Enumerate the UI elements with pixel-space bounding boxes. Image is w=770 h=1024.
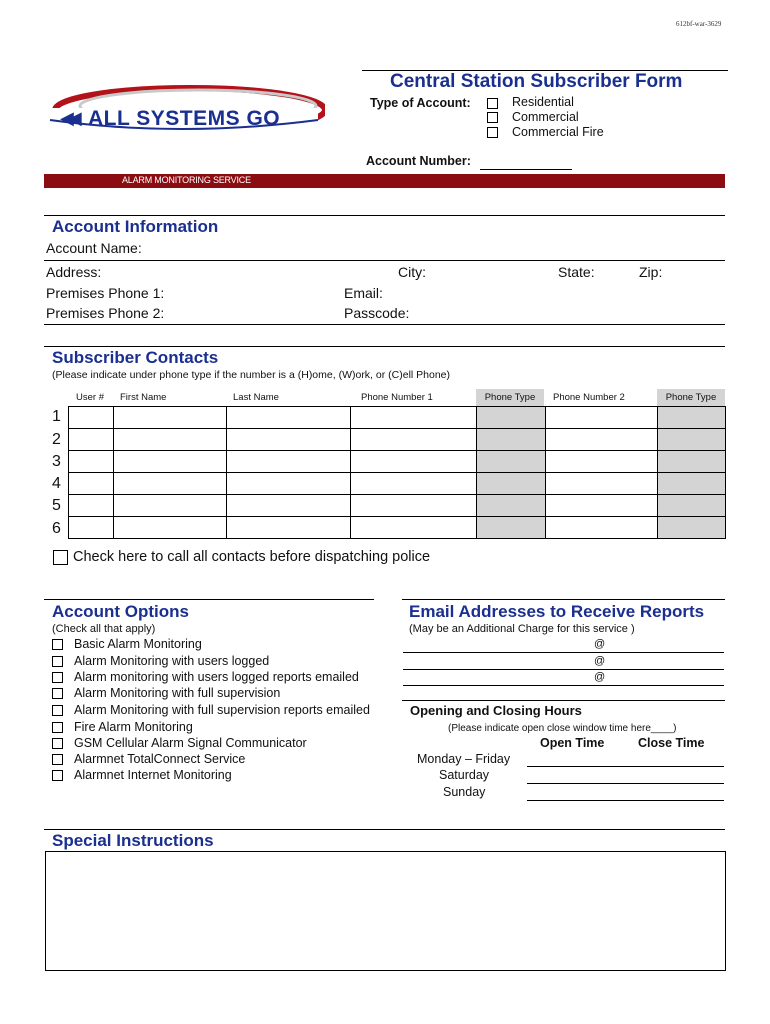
option-label: Basic Alarm Monitoring — [74, 637, 202, 651]
account-info-heading: Account Information — [52, 217, 219, 236]
phone-type1-cell[interactable] — [477, 429, 546, 451]
option-checkbox[interactable] — [52, 672, 63, 683]
email-reports-note: (May be an Additional Charge for this service ) — [409, 623, 635, 635]
row-number-3: 3 — [52, 453, 61, 470]
option-checkbox[interactable] — [52, 705, 63, 716]
row-number-5: 5 — [52, 497, 61, 514]
option-checkbox[interactable] — [52, 738, 63, 749]
phone2-cell[interactable] — [546, 495, 658, 517]
user-num-cell[interactable] — [69, 495, 114, 517]
phone-type1-cell[interactable] — [477, 451, 546, 473]
hours-rule — [402, 700, 725, 701]
first-name-cell[interactable] — [114, 473, 227, 495]
table-row — [69, 473, 726, 495]
service-banner — [44, 174, 725, 188]
last-name-cell[interactable] — [227, 407, 351, 429]
email-field-1[interactable] — [403, 652, 724, 653]
col-phone-type-1: Phone Type — [476, 389, 544, 406]
call-all-contacts-checkbox[interactable] — [53, 550, 68, 565]
option-checkbox[interactable] — [52, 688, 63, 699]
hours-field-monday-friday[interactable] — [527, 766, 724, 767]
col-user-num: User # — [76, 392, 104, 403]
residential-checkbox[interactable] — [487, 98, 498, 109]
phone-type2-cell[interactable] — [658, 495, 726, 517]
form-title: Central Station Subscriber Form — [390, 71, 683, 92]
phone-type1-cell[interactable] — [477, 407, 546, 429]
phone-type2-cell[interactable] — [658, 473, 726, 495]
row-number-4: 4 — [52, 475, 61, 492]
phone2-cell[interactable] — [546, 407, 658, 429]
document-code: 612bf-war-3629 — [676, 20, 722, 28]
day-monday-friday: Monday – Friday — [417, 752, 511, 766]
phone1-cell[interactable] — [351, 429, 477, 451]
first-name-cell[interactable] — [114, 517, 227, 539]
first-name-cell[interactable] — [114, 451, 227, 473]
account-name-rule — [44, 260, 725, 261]
email-reports-rule — [402, 599, 725, 600]
hours-field-sunday[interactable] — [527, 800, 724, 801]
account-number-field[interactable] — [480, 169, 572, 170]
option-checkbox[interactable] — [52, 722, 63, 733]
zip-label: Zip: — [639, 264, 663, 280]
phone-type1-cell[interactable] — [477, 473, 546, 495]
option-checkbox[interactable] — [52, 639, 63, 650]
last-name-cell[interactable] — [227, 451, 351, 473]
open-time-label: Open Time — [540, 736, 605, 750]
row-number-1: 1 — [52, 408, 61, 425]
type-of-account-label: Type of Account: — [370, 96, 471, 110]
phone-type1-cell[interactable] — [477, 517, 546, 539]
hours-heading: Opening and Closing Hours — [410, 703, 582, 718]
commercial-label: Commercial — [512, 110, 579, 124]
last-name-cell[interactable] — [227, 495, 351, 517]
premises-phone-1-label: Premises Phone 1: — [46, 285, 165, 301]
table-row — [69, 451, 726, 473]
phone2-cell[interactable] — [546, 517, 658, 539]
col-phone-2: Phone Number 2 — [553, 392, 625, 403]
logo-text: ALL SYSTEMS GO — [88, 107, 281, 130]
account-options-rule — [44, 599, 374, 600]
user-num-cell[interactable] — [69, 429, 114, 451]
email-field-2[interactable] — [403, 669, 724, 670]
contacts-rule — [44, 346, 725, 347]
col-last-name: Last Name — [233, 392, 279, 403]
residential-label: Residential — [512, 95, 574, 109]
option-label: Alarm Monitoring with full supervision reports emailed — [74, 703, 370, 717]
table-row — [69, 495, 726, 517]
account-options-heading: Account Options — [52, 602, 189, 621]
option-label: Alarmnet Internet Monitoring — [74, 768, 232, 782]
city-label: City: — [398, 264, 426, 280]
user-num-cell[interactable] — [69, 517, 114, 539]
company-logo — [40, 80, 325, 150]
logo-arrows-icon: ◀◀ — [60, 108, 76, 128]
last-name-cell[interactable] — [227, 517, 351, 539]
option-label: Fire Alarm Monitoring — [74, 720, 193, 734]
user-num-cell[interactable] — [69, 407, 114, 429]
first-name-cell[interactable] — [114, 495, 227, 517]
banner-text: ALARM MONITORING SERVICE — [122, 175, 251, 185]
first-name-cell[interactable] — [114, 429, 227, 451]
option-checkbox[interactable] — [52, 754, 63, 765]
day-saturday: Saturday — [439, 768, 490, 782]
option-label: GSM Cellular Alarm Signal Communicator — [74, 736, 307, 750]
day-sunday: Sunday — [443, 785, 486, 799]
special-instructions-rule — [44, 829, 725, 830]
last-name-cell[interactable] — [227, 473, 351, 495]
table-row — [69, 517, 726, 539]
option-label: Alarm Monitoring with users logged — [74, 654, 270, 668]
account-info-bottom-rule — [44, 324, 725, 325]
row-number-6: 6 — [52, 520, 61, 537]
email-field-3[interactable] — [403, 685, 724, 686]
account-options-note: (Check all that apply) — [52, 623, 156, 635]
first-name-cell[interactable] — [114, 407, 227, 429]
col-phone-type-2: Phone Type — [657, 389, 725, 406]
phone1-cell[interactable] — [351, 495, 477, 517]
user-num-cell[interactable] — [69, 473, 114, 495]
email-at-2: @ — [594, 655, 606, 667]
contacts-table — [68, 406, 726, 539]
col-phone-1: Phone Number 1 — [361, 392, 433, 403]
row-number-2: 2 — [52, 431, 61, 448]
state-label: State: — [558, 264, 595, 280]
special-instructions-box[interactable] — [45, 851, 726, 971]
phone-type2-cell[interactable] — [658, 451, 726, 473]
passcode-label: Passcode: — [344, 305, 410, 321]
table-row — [69, 429, 726, 451]
phone-type2-cell[interactable] — [658, 407, 726, 429]
email-at-1: @ — [594, 638, 606, 650]
hours-field-saturday[interactable] — [527, 783, 724, 784]
option-label: Alarm Monitoring with full supervision — [74, 686, 281, 700]
phone2-cell[interactable] — [546, 473, 658, 495]
user-num-cell[interactable] — [69, 451, 114, 473]
phone2-cell[interactable] — [546, 451, 658, 473]
account-info-rule — [44, 215, 725, 216]
email-reports-heading: Email Addresses to Receive Reports — [409, 602, 705, 621]
special-instructions-heading: Special Instructions — [52, 831, 214, 850]
account-number-label: Account Number: — [366, 154, 471, 168]
phone1-cell[interactable] — [351, 407, 477, 429]
commercial-checkbox[interactable] — [487, 112, 498, 123]
col-first-name: First Name — [120, 392, 167, 403]
commercial-fire-checkbox[interactable] — [487, 127, 498, 138]
last-name-cell[interactable] — [227, 429, 351, 451]
address-label: Address: — [46, 264, 102, 280]
subscriber-contacts-heading: Subscriber Contacts — [52, 348, 219, 367]
phone1-cell[interactable] — [351, 473, 477, 495]
phone-type2-cell[interactable] — [658, 429, 726, 451]
email-label: Email: — [344, 285, 383, 301]
phone1-cell[interactable] — [351, 451, 477, 473]
phone-type2-cell[interactable] — [658, 517, 726, 539]
phone-type1-cell[interactable] — [477, 495, 546, 517]
email-at-3: @ — [594, 671, 606, 683]
table-row — [69, 407, 726, 429]
option-label: Alarmnet TotalConnect Service — [74, 752, 246, 766]
phone2-cell[interactable] — [546, 429, 658, 451]
call-all-contacts-label: Check here to call all contacts before dispatching police — [73, 549, 431, 565]
phone1-cell[interactable] — [351, 517, 477, 539]
account-name-label: Account Name: — [46, 240, 142, 256]
option-checkbox[interactable] — [52, 770, 63, 781]
commercial-fire-label: Commercial Fire — [512, 125, 604, 139]
premises-phone-2-label: Premises Phone 2: — [46, 305, 165, 321]
option-label: Alarm monitoring with users logged reports emailed — [74, 670, 359, 684]
option-checkbox[interactable] — [52, 656, 63, 667]
contacts-note: (Please indicate under phone type if the number is a (H)ome, (W)ork, or (C)ell Phone) — [52, 369, 451, 381]
close-time-label: Close Time — [638, 736, 705, 750]
hours-note: (Please indicate open close window time here____) — [448, 723, 677, 734]
